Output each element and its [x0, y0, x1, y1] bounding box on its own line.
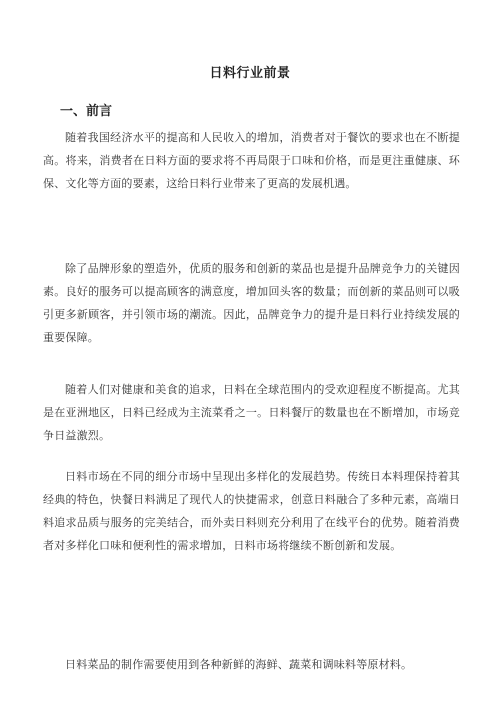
- paragraph-4: 日料市场在不同的细分市场中呈现出多样化的发展趋势。传统日本料理保持着其经典的特色，快餐日料满足了现代人的快捷需求，创意日料融合了多种元素，高端日料追求品质与服务的完美结合，而外卖日料则充分利用了在线平台的优势。随着消费者对多样化口味和便利性的需求增加，日料市场将继续不断创新和发展。: [43, 470, 460, 552]
- section-heading: 一、前言: [60, 104, 113, 119]
- paragraph-2: 除了品牌形象的塑造外，优质的服务和创新的菜品也是提升品牌竞争力的关键因素。良好的服务可以提高顾客的满意度，增加回头客的数量；而创新的菜品则可以吸引更多新顾客，并引领市场的潮流。因此，品牌竞争力的提升是日料行业持续发展的重要保障。: [43, 262, 460, 344]
- document-title: 日料行业前景: [209, 66, 291, 81]
- paragraph-1: 随着我国经济水平的提高和人民收入的增加，消费者对于餐饮的要求也在不断提高。将来，消费者在日料方面的要求将不再局限于口味和价格，而是更注重健康、环保、文化等方面的要素，这给日料行业带来了更高的发展机遇。: [43, 131, 460, 190]
- paragraph-5: 日料菜品的制作需要使用到各种新鲜的海鲜、蔬菜和调味料等原材料。: [65, 658, 413, 671]
- paragraph-3: 随着人们对健康和美食的追求，日料在全球范围内的受欢迎程度不断提高。尤其是在亚洲地区，日料已经成为主流菜肴之一。日料餐厅的数量也在不断增加，市场竞争日益激烈。: [43, 383, 460, 442]
